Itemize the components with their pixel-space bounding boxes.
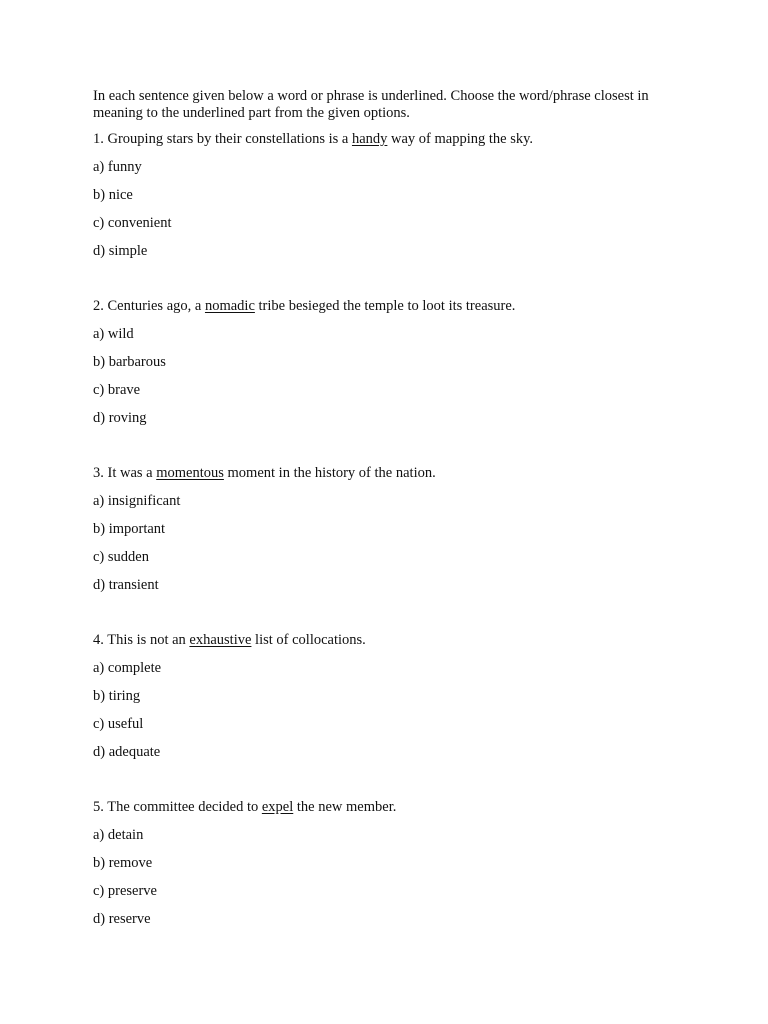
question-stem: [93, 131, 693, 159]
underlined-word: expel: [261, 799, 294, 815]
question-4: [93, 632, 693, 772]
question-stem: [93, 632, 693, 660]
underlined-word: exhaustive: [189, 632, 252, 648]
option-c: c) convenient: [93, 215, 172, 231]
stem-text-after: tribe besieged the temple to loot its treasure.: [254, 298, 516, 314]
option-b: b) important: [93, 521, 166, 537]
stem-text-after: way of mapping the sky.: [387, 131, 534, 147]
option-c: c) useful: [93, 716, 144, 732]
underlined-word: nomadic: [204, 298, 255, 314]
option-a: a) complete: [93, 660, 162, 676]
question-stem: [93, 298, 693, 326]
stem-text-before: 1. Grouping stars by their constellations is a: [93, 131, 352, 147]
document-page: [93, 88, 693, 939]
question-stem: [93, 465, 693, 493]
underlined-word: handy: [351, 131, 388, 147]
stem-text-after: the new member.: [293, 799, 397, 815]
stem-text-before: 5. The committee decided to: [93, 799, 262, 815]
option-c: c) preserve: [93, 883, 157, 899]
stem-text-before: 2. Centuries ago, a: [93, 298, 205, 314]
option-a: a) insignificant: [93, 493, 181, 509]
option-d: d) simple: [93, 243, 148, 259]
option-c: c) sudden: [93, 549, 149, 565]
stem-text-before: 4. This is not an: [93, 632, 190, 648]
option-c: c) brave: [93, 382, 141, 398]
question-2: [93, 298, 693, 438]
stem-text-after: list of collocations.: [251, 632, 366, 648]
option-b: b) tiring: [93, 688, 141, 704]
stem-text-before: 3. It was a: [93, 465, 157, 481]
stem-text-after: moment in the history of the nation.: [223, 465, 436, 481]
option-b: b) barbarous: [93, 354, 166, 370]
question-3: [93, 465, 693, 605]
option-d: d) transient: [93, 577, 159, 593]
option-a: a) wild: [93, 326, 134, 342]
underlined-word: momentous: [156, 465, 224, 481]
instructions: In each sentence given below a word or phrase is underlined. Choose the word/phrase closest in meaning to the underlined part from the given options.: [93, 88, 649, 121]
option-a: a) detain: [93, 827, 144, 843]
question-5: [93, 799, 693, 939]
option-b: b) nice: [93, 187, 133, 203]
question-1: [93, 131, 693, 271]
option-a: a) funny: [93, 159, 142, 175]
option-d: d) reserve: [93, 911, 151, 927]
option-d: d) adequate: [93, 744, 161, 760]
option-b: b) remove: [93, 855, 153, 871]
option-d: d) roving: [93, 410, 147, 426]
question-stem: [93, 799, 693, 827]
